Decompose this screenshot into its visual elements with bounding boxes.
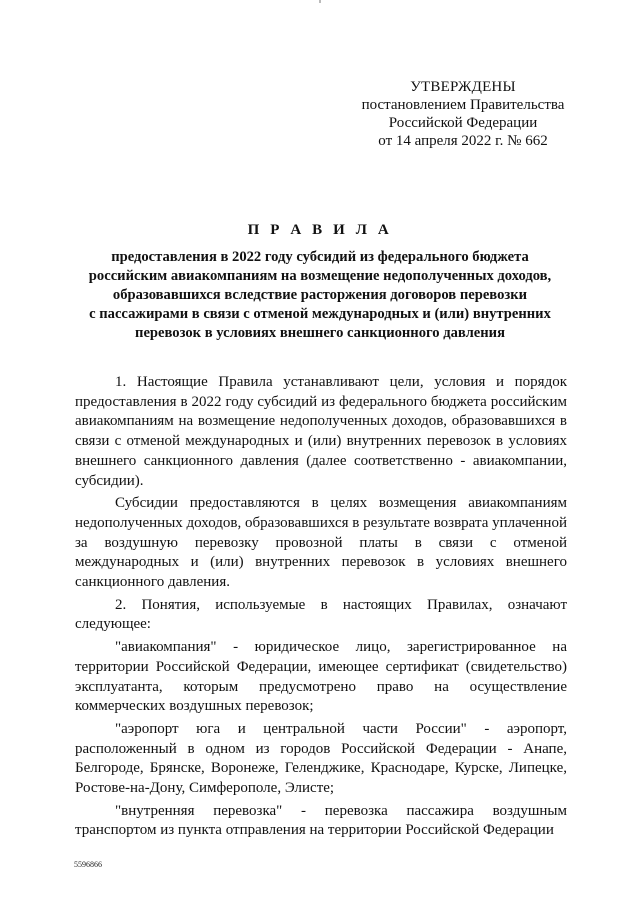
document-subtitle xyxy=(60,248,580,343)
subtitle-line: образовавшихся вследствие расторжения договоров перевозки xyxy=(112,287,528,303)
definition-domestic-transport: "внутренняя перевозка" - перевозка пассажира воздушным транспортом из пункта отправления на территории Российской Федерации xyxy=(75,802,567,839)
approval-heading: УТВЕРЖДЕНЫ xyxy=(410,79,516,95)
approval-issuer-country: Российской Федерации xyxy=(388,115,538,131)
subtitle-line: с пассажирами в связи с отменой международных и (или) внутренних xyxy=(89,306,551,322)
document-code: 5596866 xyxy=(74,860,102,869)
definition-airport: "аэропорт юга и центральной части России" - аэропорт, расположенный в одном из городов Российской Федерации - Анапе, Белгороде, Брянске, Воронеже, Геленджике, Краснодаре, Курске, Липецке, Ростове-на-Дону, Симферополе, Элисте; xyxy=(75,720,567,797)
paragraph-subsidy-purpose: Субсидии предоставляются в целях возмещения авиакомпаниям недополученных доходов, образовавшихся в результате возврата уплаченной за воздушную перевозку провозной платы в связи с отменой международных и (или) внутренних перевозок в условиях внешнего санкционного давления. xyxy=(75,495,567,591)
subtitle-line: перевозок в условиях внешнего санкционного давления xyxy=(135,325,505,341)
paragraph-1: 1. Настоящие Правила устанавливают цели, условия и порядок предоставления в 2022 году субсидий из федерального бюджета российским авиакомпаниям на возмещение недополученных доходов, образовавшихся в связи с отменой международных и (или) внутренних перевозок в условиях внешнего санкционного давления (далее соответственно - авиакомпании, субсидии). xyxy=(75,374,567,489)
document-body xyxy=(75,373,567,844)
page-top-mark xyxy=(319,0,321,3)
document-title: П Р А В И Л А xyxy=(247,222,393,238)
approval-block xyxy=(350,78,576,150)
subtitle-line: российским авиакомпаниям на возмещение недополученных доходов, xyxy=(88,268,552,284)
paragraph-2: 2. Понятия, используемые в настоящих Правилах, означают следующее: xyxy=(75,596,567,633)
approval-issuer: постановлением Правительства xyxy=(361,97,565,113)
subtitle-line: предоставления в 2022 году субсидий из федерального бюджета xyxy=(111,249,529,265)
definition-airline: "авиакомпания" - юридическое лицо, зарегистрированное на территории Российской Федерации, имеющее сертификат (свидетельство) эксплуатанта, которым предусмотрено право на осуществление коммерческих воздушных перевозок; xyxy=(75,639,567,715)
approval-date-number: от 14 апреля 2022 г. № 662 xyxy=(378,133,548,149)
